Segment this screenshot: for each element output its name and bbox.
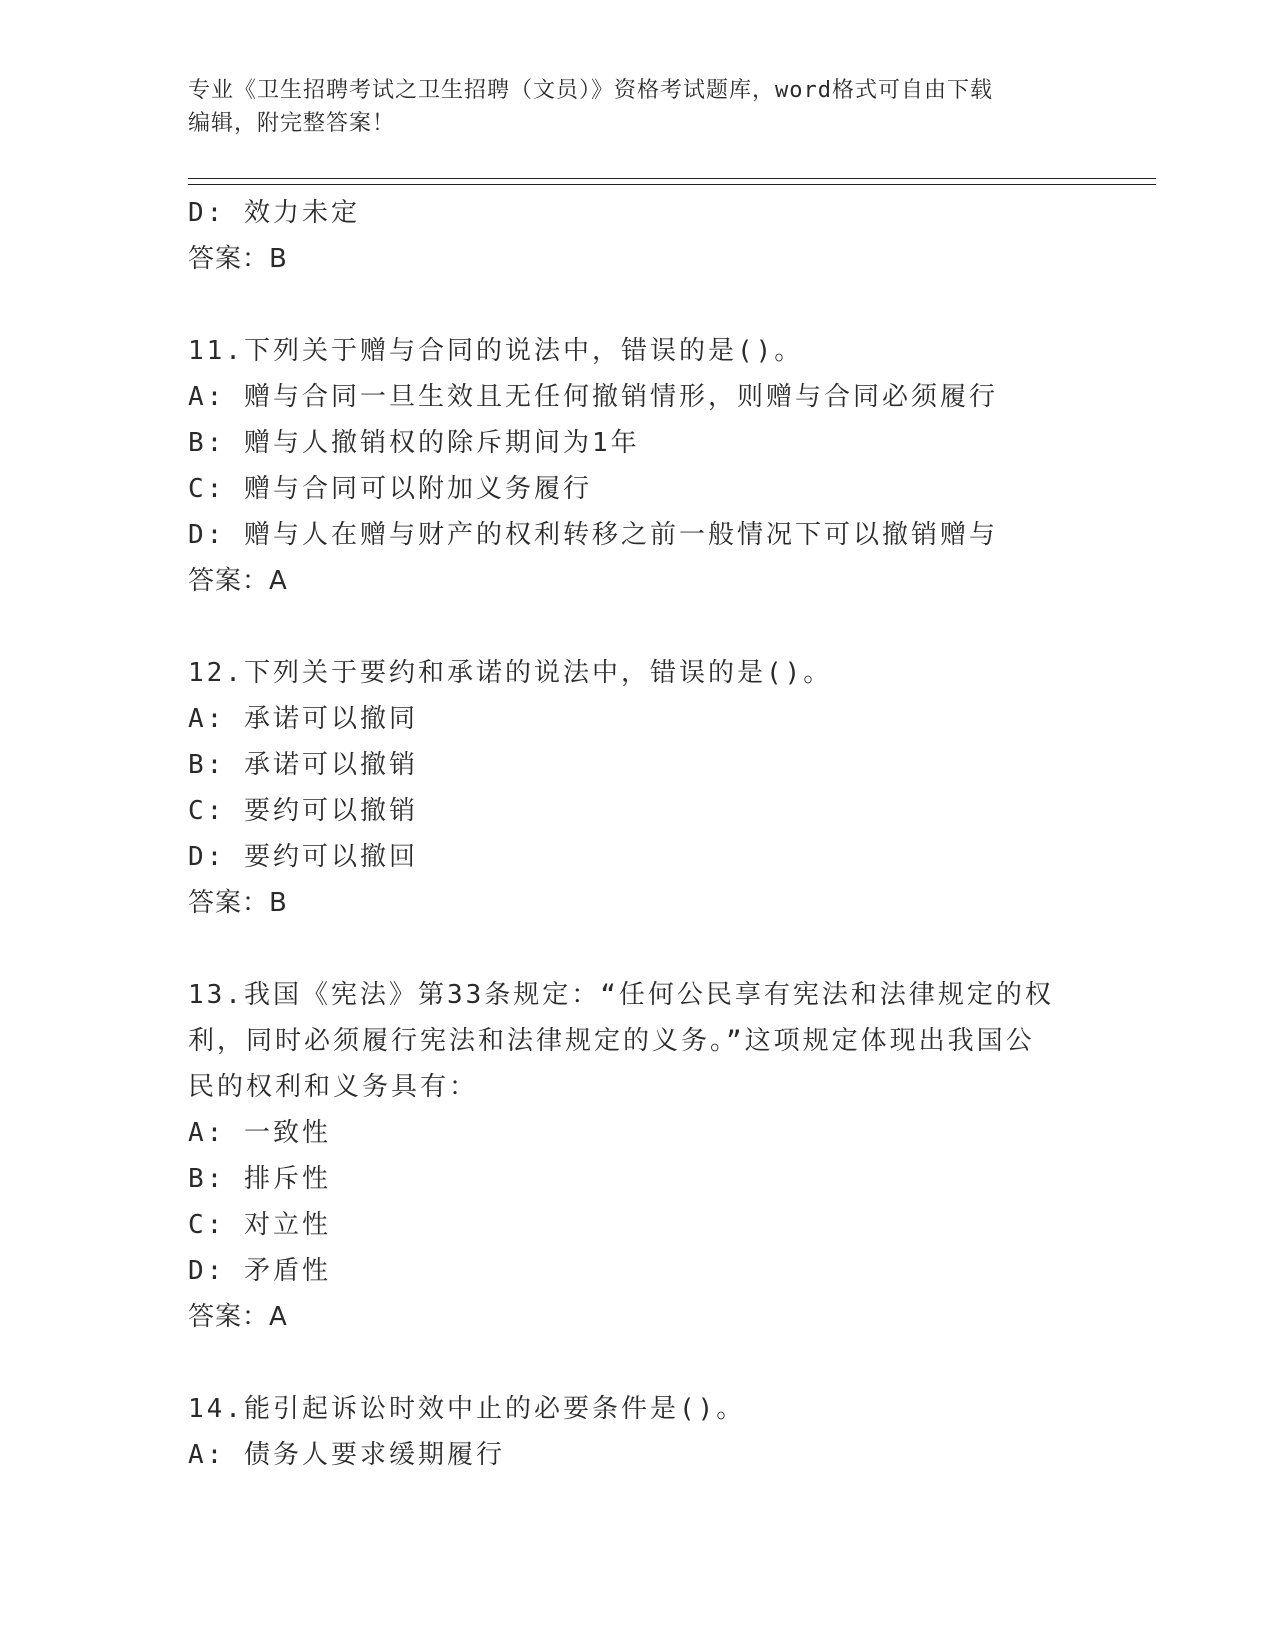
question-11-option-b: B: 赠与人撤销权的除斥期间为1年 xyxy=(188,428,640,458)
question-12-option-b: B: 承诺可以撤销 xyxy=(188,750,418,780)
question-12 xyxy=(188,650,1088,926)
header-divider-top xyxy=(188,178,1156,179)
question-12-option-d: D: 要约可以撤回 xyxy=(188,842,418,872)
question-11-title: 11.下列关于赠与合同的说法中，错误的是()。 xyxy=(188,336,804,366)
spacer xyxy=(188,604,1088,650)
question-11-option-a: A: 赠与合同一旦生效且无任何撤销情形，则赠与合同必须履行 xyxy=(188,382,998,412)
question-13-option-c: C: 对立性 xyxy=(188,1210,331,1240)
prev-question-answer: 答案：B xyxy=(188,244,288,274)
question-13-title-line-1: 13.我国《宪法》第33条规定：“任何公民享有宪法和法律规定的权 xyxy=(188,980,1054,1010)
question-13-option-d: D: 矛盾性 xyxy=(188,1256,331,1286)
question-14-title: 14.能引起诉讼时效中止的必要条件是()。 xyxy=(188,1394,746,1424)
question-14 xyxy=(188,1386,1088,1478)
spacer xyxy=(188,1340,1088,1386)
header-title-line-2: 编辑，附完整答案！ xyxy=(188,111,396,136)
question-12-answer: 答案：B xyxy=(188,888,288,918)
question-11-option-d: D: 赠与人在赠与财产的权利转移之前一般情况下可以撤销赠与 xyxy=(188,520,998,550)
question-14-option-a: A: 债务人要求缓期履行 xyxy=(188,1440,505,1470)
question-12-option-a: A: 承诺可以撤同 xyxy=(188,704,418,734)
question-11-option-c: C: 赠与合同可以附加义务履行 xyxy=(188,474,592,504)
spacer xyxy=(188,926,1088,972)
question-12-option-c: C: 要约可以撤销 xyxy=(188,796,418,826)
prev-question-option-d: D: 效力未定 xyxy=(188,198,360,228)
question-list xyxy=(188,190,1088,1478)
header-divider-bottom xyxy=(188,184,1156,185)
question-11-answer: 答案：A xyxy=(188,566,288,596)
question-13 xyxy=(188,972,1088,1340)
question-13-answer: 答案：A xyxy=(188,1302,288,1332)
question-11 xyxy=(188,328,1088,604)
document-header xyxy=(188,74,1088,140)
spacer xyxy=(188,282,1088,328)
question-12-title: 12.下列关于要约和承诺的说法中，错误的是()。 xyxy=(188,658,833,688)
question-13-option-b: B: 排斥性 xyxy=(188,1164,331,1194)
header-title-line-1: 专业《卫生招聘考试之卫生招聘（文员）》资格考试题库，word格式可自由下载 xyxy=(188,78,993,103)
question-13-title-line-3: 民的权利和义务具有： xyxy=(188,1072,479,1102)
question-13-title-line-2: 利，同时必须履行宪法和法律规定的义务。”这项规定体现出我国公 xyxy=(188,1026,1035,1056)
question-13-option-a: A: 一致性 xyxy=(188,1118,331,1148)
